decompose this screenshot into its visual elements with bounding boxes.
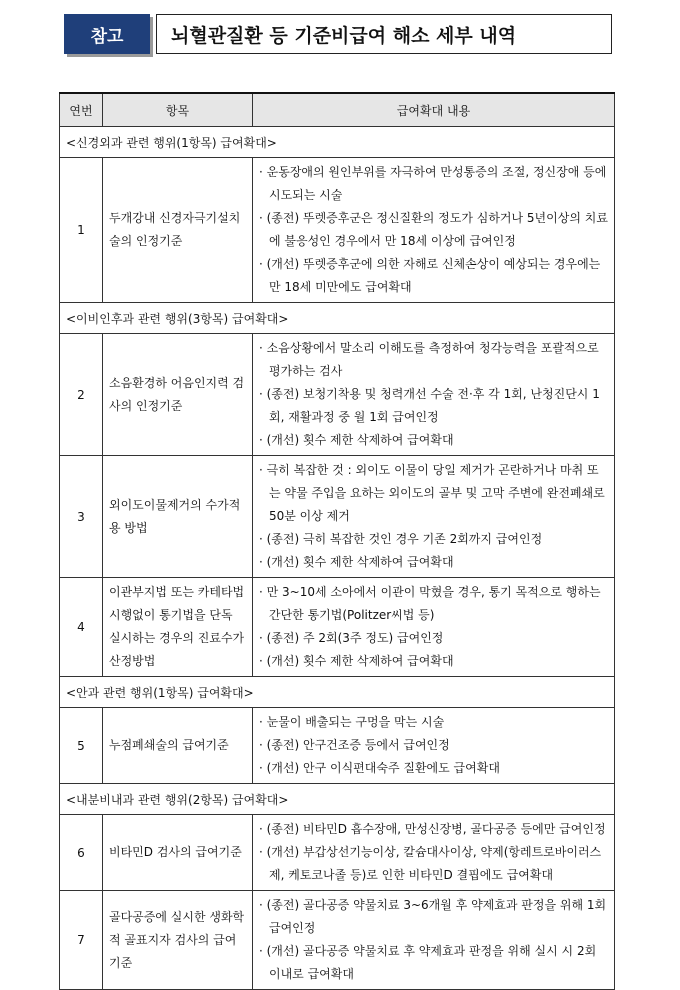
document-title: 뇌혈관질환 등 기준비급여 해소 세부 내역	[156, 14, 612, 54]
row-item: 누점폐쇄술의 급여기준	[103, 708, 253, 784]
column-header-content: 급여확대 내용	[253, 93, 615, 127]
row-item: 소음환경하 어음인지력 검사의 인정기준	[103, 334, 253, 456]
row-number: 3	[60, 456, 103, 578]
description-line: · (개선) 부갑상선기능이상, 칼슘대사이상, 약제(항레트로바이러스제, 케토코나졸 등)로 인한 비타민D 결핍에도 급여확대	[259, 845, 602, 882]
description-line: · 운동장애의 원인부위를 자극하여 만성통증의 조절, 정신장애 등에 시도되는 시술	[259, 165, 607, 202]
section-row-ent	[60, 303, 615, 334]
table-row	[60, 708, 615, 784]
row-description	[253, 456, 615, 578]
section-title: <내분비내과 관련 행위(2항목) 급여확대>	[60, 784, 615, 815]
row-description	[253, 334, 615, 456]
document-header	[64, 14, 612, 54]
description-line: · (종전) 골다공증 약물치료 3~6개월 후 약제효과 판정을 위해 1회 급여인정	[259, 898, 607, 935]
reference-tag: 참고	[64, 14, 150, 54]
row-description	[253, 158, 615, 303]
section-row-neurosurgery	[60, 127, 615, 158]
row-item: 외이도이물제거의 수가적용 방법	[103, 456, 253, 578]
row-description	[253, 891, 615, 990]
section-row-ophthalmology	[60, 677, 615, 708]
description-line: · (종전) 안구건조증 등에서 급여인정	[259, 738, 450, 752]
table-row	[60, 158, 615, 303]
section-title: <이비인후과 관련 행위(3항목) 급여확대>	[60, 303, 615, 334]
table-row	[60, 456, 615, 578]
row-number: 7	[60, 891, 103, 990]
row-number: 5	[60, 708, 103, 784]
description-line: · (개선) 뚜렛증후군에 의한 자해로 신체손상이 예상되는 경우에는 만 18세 미만에도 급여확대	[259, 257, 601, 294]
description-line: · 소음상황에서 말소리 이해도를 측정하여 청각능력을 포괄적으로 평가하는 검사	[259, 341, 599, 378]
description-line: · 눈물이 배출되는 구멍을 막는 시술	[259, 715, 445, 729]
table-header-row	[60, 93, 615, 127]
row-description	[253, 578, 615, 677]
column-header-item: 항목	[103, 93, 253, 127]
table-row	[60, 578, 615, 677]
description-line: · (종전) 주 2회(3주 정도) 급여인정	[259, 631, 444, 645]
description-line: · 만 3~10세 소아에서 이관이 막혔을 경우, 통기 목적으로 행하는 간단한 통기법(Politzer씨법 등)	[259, 585, 601, 622]
table-row	[60, 815, 615, 891]
row-description	[253, 708, 615, 784]
row-item: 이관부지법 또는 카테타법 시행없이 통기법을 단독 실시하는 경우의 진료수가 산정방법	[103, 578, 253, 677]
section-title: <신경외과 관련 행위(1항목) 급여확대>	[60, 127, 615, 158]
description-line: · (종전) 보청기착용 및 청력개선 수술 전·후 각 1회, 난청진단시 1회, 재활과정 중 월 1회 급여인정	[259, 387, 600, 424]
description-line: · (종전) 극히 복잡한 것인 경우 기존 2회까지 급여인정	[259, 532, 543, 546]
description-line: · (개선) 안구 이식편대숙주 질환에도 급여확대	[259, 761, 500, 775]
section-title: <안과 관련 행위(1항목) 급여확대>	[60, 677, 615, 708]
row-number: 1	[60, 158, 103, 303]
row-number: 6	[60, 815, 103, 891]
benefit-expansion-table	[59, 92, 615, 990]
row-number: 4	[60, 578, 103, 677]
table-row	[60, 334, 615, 456]
column-header-no: 연번	[60, 93, 103, 127]
description-line: · (개선) 골다공증 약물치료 후 약제효과 판정을 위해 실시 시 2회 이내로 급여확대	[259, 944, 597, 981]
row-number: 2	[60, 334, 103, 456]
row-item: 두개강내 신경자극기설치술의 인정기준	[103, 158, 253, 303]
row-item: 골다공증에 실시한 생화학적 골표지자 검사의 급여기준	[103, 891, 253, 990]
table-row	[60, 891, 615, 990]
description-line: · (개선) 횟수 제한 삭제하여 급여확대	[259, 654, 454, 668]
section-row-endocrinology	[60, 784, 615, 815]
description-line: · (종전) 뚜렛증후군은 정신질환의 정도가 심하거나 5년이상의 치료에 불응성인 경우에서 만 18세 이상에 급여인정	[259, 211, 608, 248]
description-line: · (개선) 횟수 제한 삭제하여 급여확대	[259, 433, 454, 447]
row-item: 비타민D 검사의 급여기준	[103, 815, 253, 891]
row-description	[253, 815, 615, 891]
description-line: · (개선) 횟수 제한 삭제하여 급여확대	[259, 555, 454, 569]
description-line: · 극히 복잡한 것 : 외이도 이물이 당일 제거가 곤란하거나 마취 또는 약물 주입을 요하는 외이도의 골부 및 고막 주변에 완전폐쇄로 50분 이상 제거	[259, 463, 605, 523]
description-line: · (종전) 비타민D 흡수장애, 만성신장병, 골다공증 등에만 급여인정	[259, 822, 606, 836]
